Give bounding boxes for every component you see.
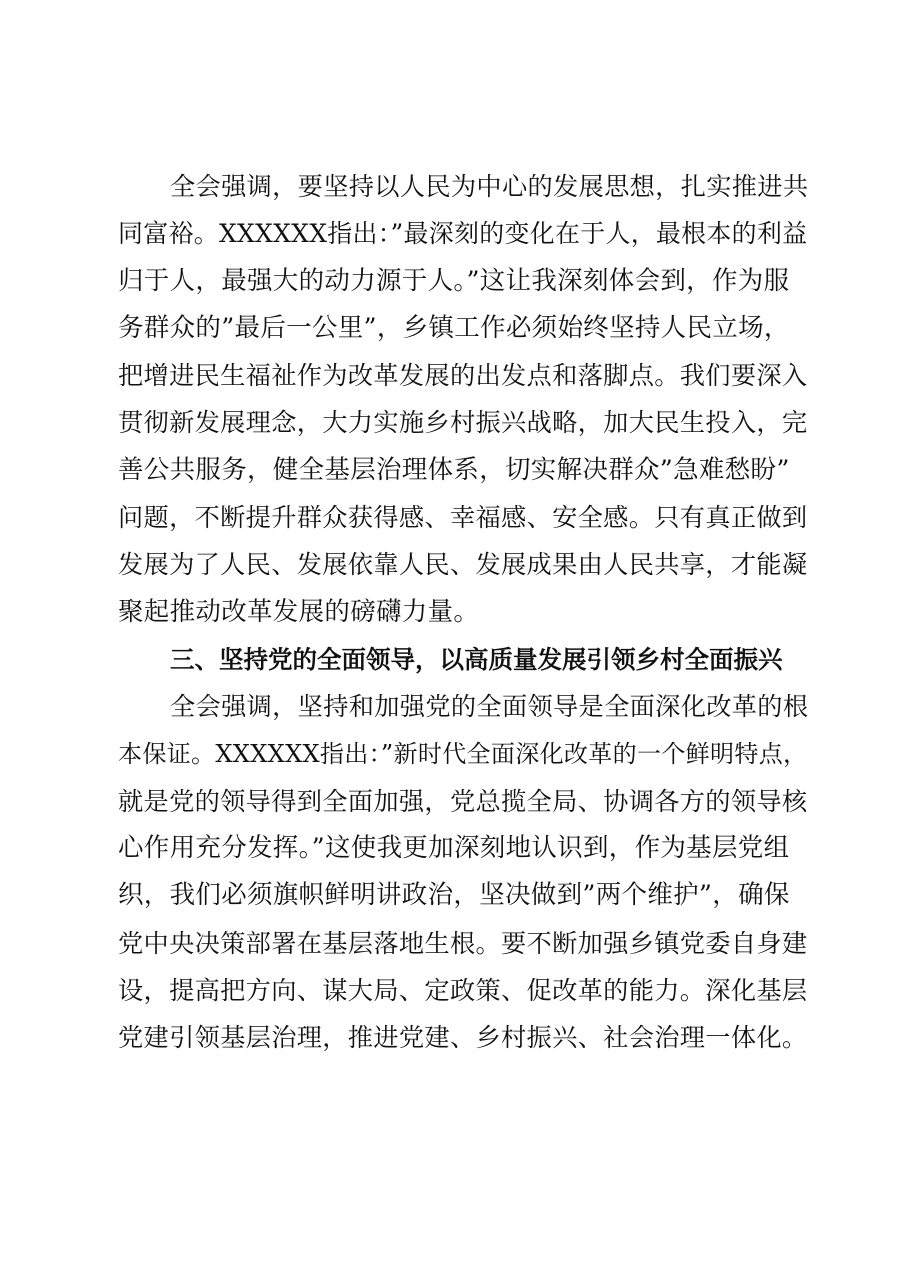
paragraph-line: 贯彻新发展理念，大力实施乡村振兴战略，加大民生投入，完 <box>118 408 808 438</box>
paragraph-line: 务群众的”最后一公里”，乡镇工作必须始终坚持人民立场， <box>118 312 790 343</box>
paragraph-line: 本保证。XXXXXX指出：”新时代全面深化改革的一个鲜明特点， <box>118 739 808 768</box>
paragraph-line: 就是党的领导得到全面加强，党总揽全局、协调各方的领导核 <box>118 786 808 816</box>
paragraph-line: 把增进民生福祉作为改革发展的出发点和落脚点。我们要深入 <box>118 361 808 391</box>
section-heading: 三、坚持党的全面领导，以高质量发展引领乡村全面振兴 <box>170 644 783 674</box>
document-body <box>118 163 809 1062</box>
paragraph-line: 党中央决策部署在基层落地生根。要不断加强乡镇党委自身建 <box>118 928 808 958</box>
paragraph-line: 归于人，最强大的动力源于人。”这让我深刻体会到，作为服 <box>118 265 790 296</box>
paragraph-line: 全会强调，要坚持以人民为中心的发展思想，扎实推进共 <box>170 172 809 201</box>
paragraph-line: 党建引领基层治理，推进党建、乡村振兴、社会治理一体化。 <box>118 1023 808 1053</box>
paragraph-line: 全会强调，坚持和加强党的全面领导是全面深化改革的根 <box>170 692 809 722</box>
paragraph-line: 聚起推动改革发展的磅礴力量。 <box>118 596 480 627</box>
paragraph-people-centered <box>118 163 809 636</box>
paragraph-line: 织，我们必须旗帜鲜明讲政治，坚决做到”两个维护”，确保 <box>118 880 790 911</box>
paragraph-line: 心作用充分发挥。”这使我更加深刻地认识到，作为基层党组 <box>118 833 790 864</box>
paragraph-line: 善公共服务，健全基层治理体系，切实解决群众”急难愁盼” <box>118 454 790 485</box>
paragraph-line: 同富裕。XXXXXX指出：”最深刻的变化在于人，最根本的利益 <box>118 219 808 249</box>
paragraph-line: 问题，不断提升群众获得感、幸福感、安全感。只有真正做到 <box>118 503 808 533</box>
paragraph-line: 发展为了人民、发展依靠人民、发展成果由人民共享，才能凝 <box>118 550 808 580</box>
paragraph-party-leadership <box>118 683 809 1061</box>
paragraph-line: 设，提高把方向、谋大局、定政策、促改革的能力。深化基层 <box>118 976 808 1006</box>
